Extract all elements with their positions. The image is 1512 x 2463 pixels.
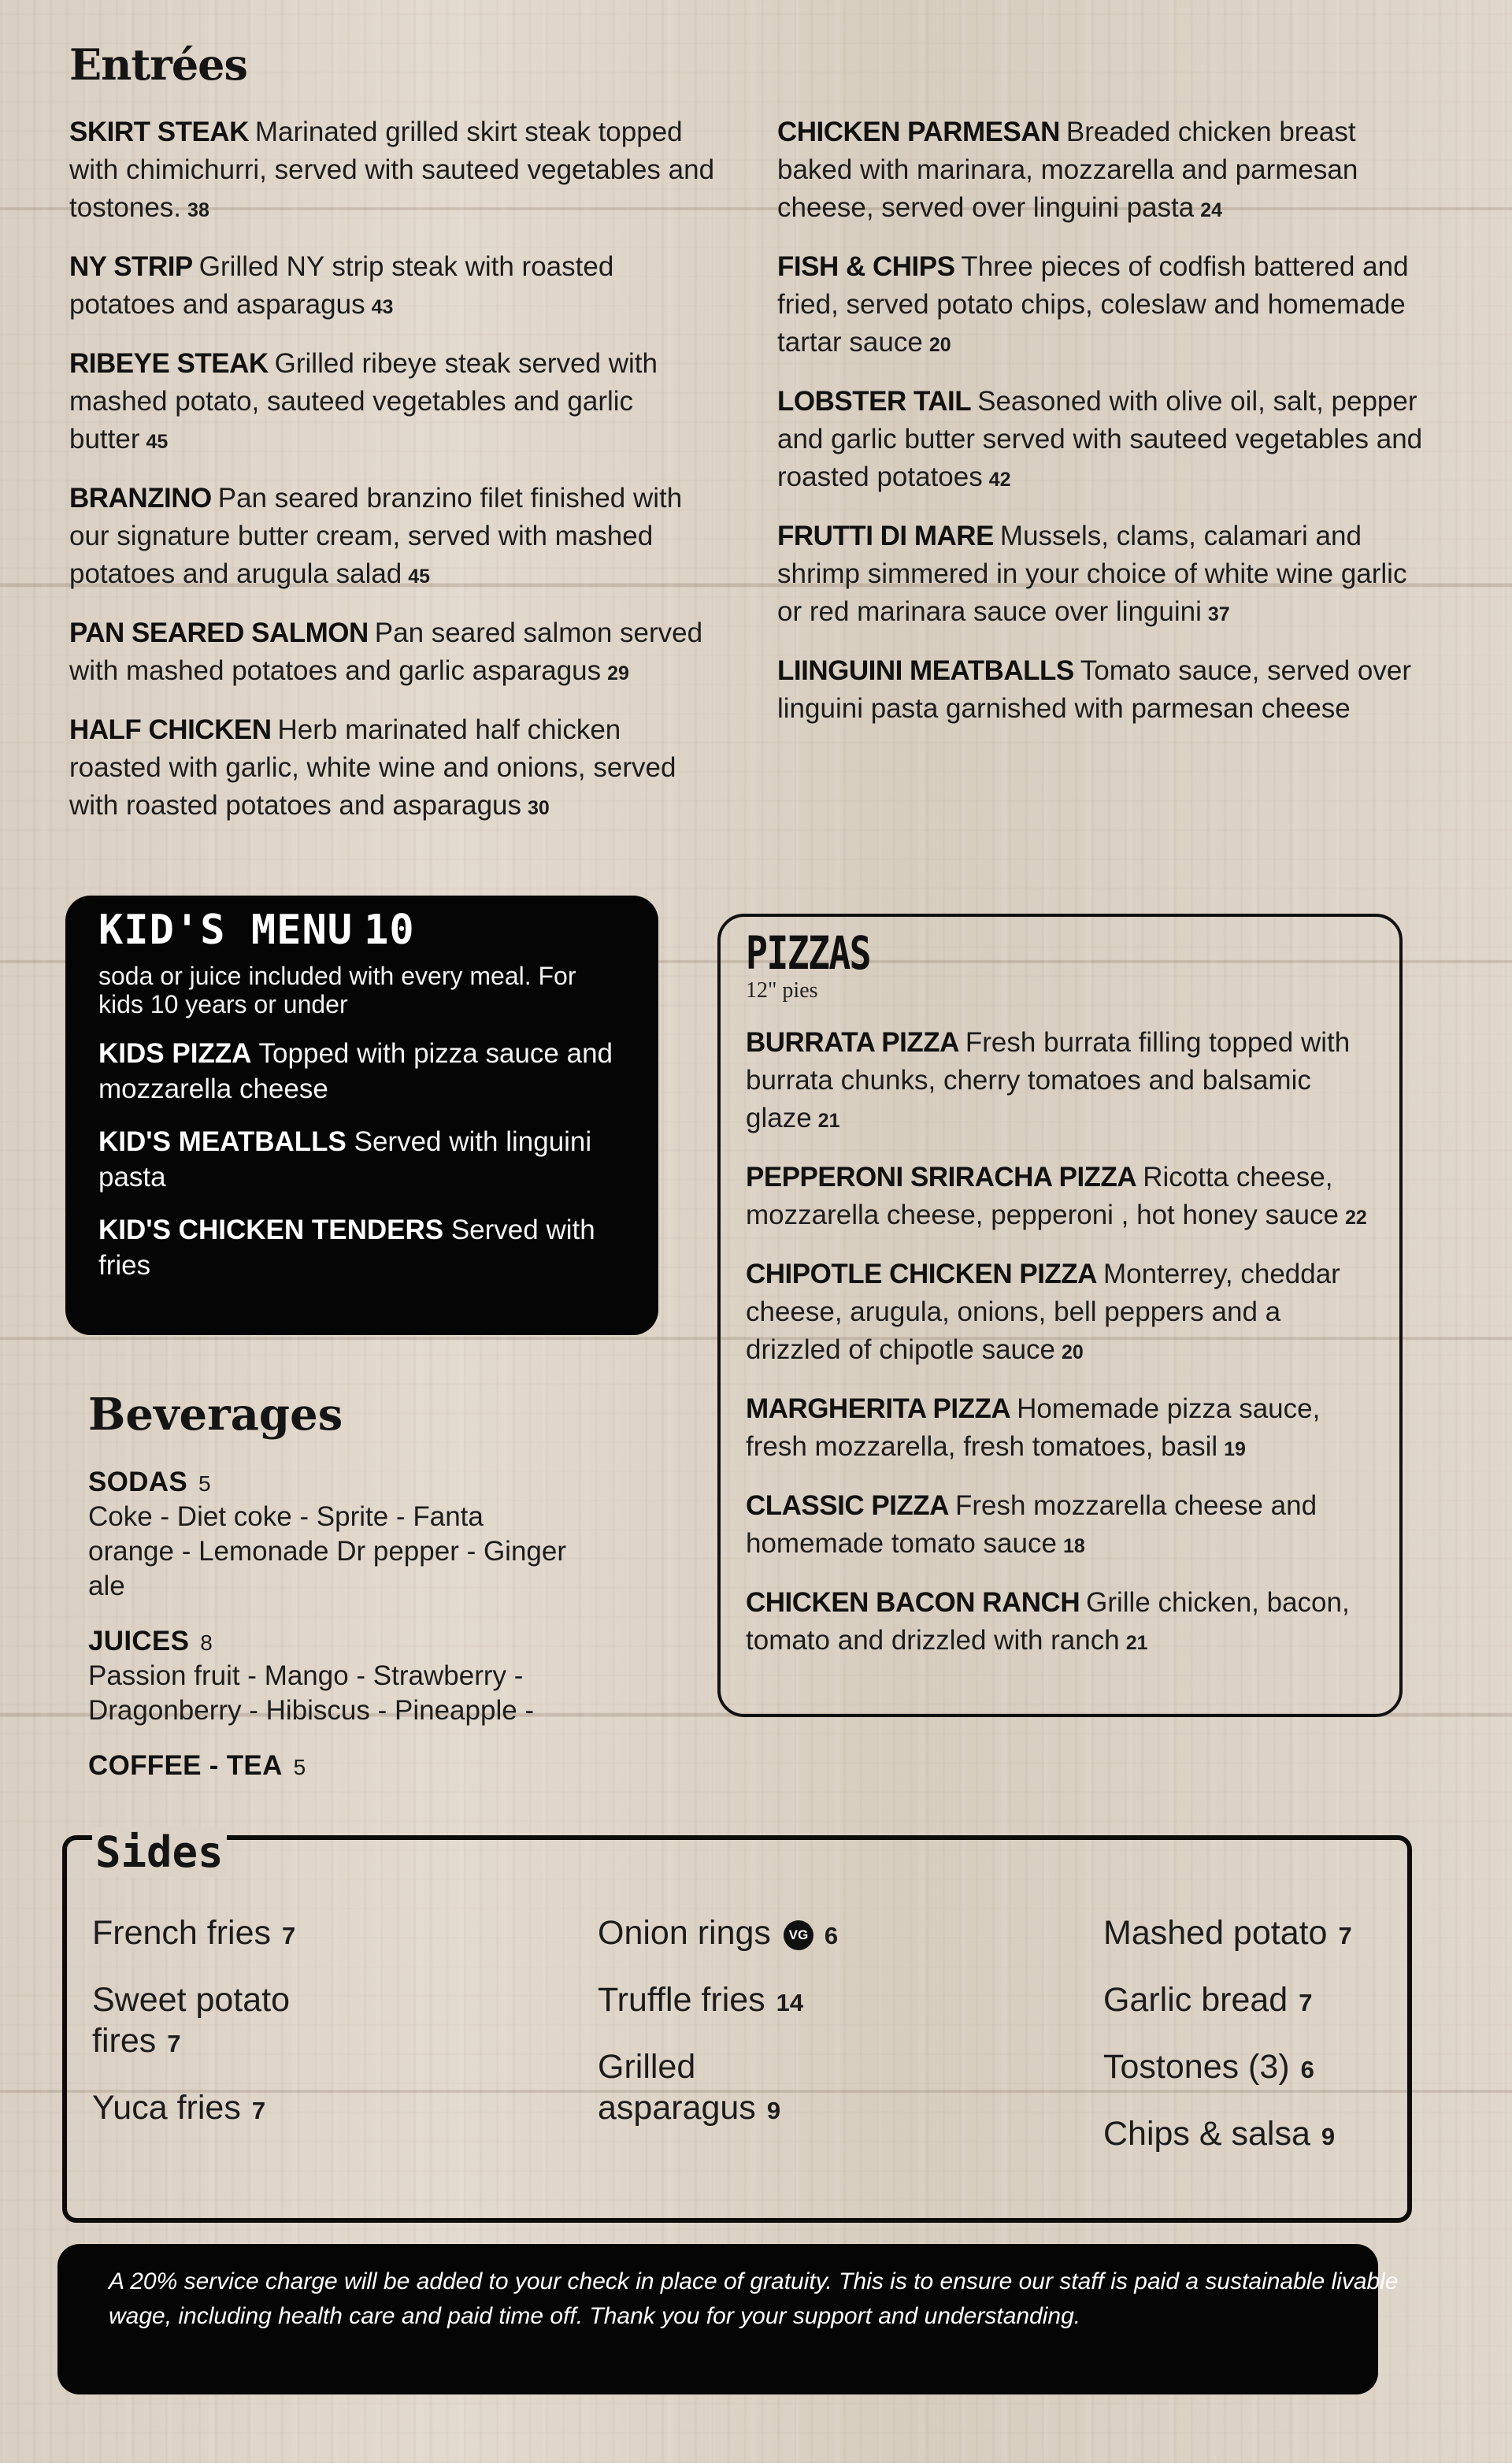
menu-item bbox=[777, 113, 1423, 229]
beverage-desc: Passion fruit - Mango - Strawberry - Dragonberry - Hibiscus - Pineapple - bbox=[88, 1660, 535, 1726]
side-item-name: Garlic bread bbox=[1103, 1981, 1288, 2019]
sides-column bbox=[1103, 1912, 1512, 2180]
menu-item-desc: Pan seared branzino filet finished with our signature butter cream, served with mashed potatoes and arugula salad bbox=[69, 483, 683, 589]
side-item-name: Mashed potato bbox=[1103, 1914, 1328, 1952]
menu-item bbox=[746, 1159, 1376, 1237]
sides-column bbox=[92, 1912, 502, 2154]
menu-item-price: 42 bbox=[988, 469, 1011, 491]
menu-item-desc: Topped with pizza sauce and mozzarella cheese bbox=[98, 1038, 613, 1104]
kids-menu-title bbox=[98, 907, 627, 954]
menu-item-desc: Ricotta cheese, mozzarella cheese, pepperoni , hot honey sauce bbox=[746, 1162, 1339, 1230]
kids-menu-title-text: KID'S MENU bbox=[98, 907, 354, 954]
side-item-price: 9 bbox=[766, 2097, 781, 2124]
side-item-price: 6 bbox=[1300, 2056, 1314, 2083]
menu-item bbox=[69, 113, 715, 229]
side-item-price: 7 bbox=[282, 1922, 296, 1949]
beverages-heading: Beverages bbox=[88, 1389, 343, 1441]
menu-item-name: CHICKEN BACON RANCH bbox=[746, 1587, 1080, 1618]
menu-item-desc: Grilled ribeye steak served with mashed potato, sauteed vegetables and garlic butter bbox=[69, 348, 658, 454]
beverage-item bbox=[88, 1467, 576, 1604]
beverage-name: SODAS bbox=[88, 1467, 187, 1497]
menu-item bbox=[69, 248, 715, 326]
menu-item-desc: Herb marinated half chicken roasted with garlic, white wine and onions, served with roasted potatoes and asparagus bbox=[69, 714, 676, 821]
side-item-price: 7 bbox=[1299, 1989, 1313, 2016]
menu-item-price: 37 bbox=[1207, 603, 1230, 625]
pizzas-title: PIZZAS bbox=[746, 926, 871, 980]
side-item bbox=[1103, 1912, 1512, 1957]
menu-item-name: CLASSIC PIZZA bbox=[746, 1490, 949, 1521]
beverage-desc: Coke - Diet coke - Sprite - Fanta orange - Lemonade Dr pepper - Ginger ale bbox=[88, 1501, 567, 1601]
service-charge-note: A 20% service charge will be added to your check in place of gratuity. This is to ensure our staff is paid a sustainable livable wage, including health care and paid time off. Thank you for your support and understanding. bbox=[109, 2268, 1399, 2329]
sides-column bbox=[598, 1912, 1007, 2154]
menu-item bbox=[746, 1487, 1376, 1565]
menu-item-desc: Tomato sauce, served over linguini pasta garnished with parmesan cheese bbox=[777, 655, 1411, 724]
menu-item-desc: Grille chicken, bacon, tomato and drizzled with ranch bbox=[746, 1587, 1350, 1656]
side-item-name: French fries bbox=[92, 1914, 272, 1952]
vegan-badge-icon: VG bbox=[784, 1920, 813, 1950]
entrees-heading: Entrées bbox=[69, 39, 247, 90]
kids-menu-item bbox=[98, 1212, 627, 1283]
side-item-name: Tostones (3) bbox=[1103, 2048, 1290, 2086]
side-item bbox=[598, 1979, 1007, 2023]
menu-item-price: 22 bbox=[1344, 1207, 1367, 1229]
menu-item-name: FRUTTI DI MARE bbox=[777, 521, 994, 551]
beverage-name: COFFEE - TEA bbox=[88, 1750, 283, 1781]
menu-item bbox=[777, 248, 1423, 364]
side-item-name: Yuca fries bbox=[92, 2089, 241, 2127]
menu-item-desc: Served with linguini pasta bbox=[98, 1126, 592, 1193]
menu-item-name: RIBEYE STEAK bbox=[69, 348, 269, 379]
side-item bbox=[1103, 2046, 1512, 2090]
menu-item-desc: Marinated grilled skirt steak topped with chimichurri, served with sauteed vegetables and tostones. bbox=[69, 117, 715, 223]
entrees-right-column bbox=[777, 113, 1423, 749]
beverage-price: 5 bbox=[293, 1755, 306, 1779]
pizzas-panel bbox=[717, 914, 1403, 1717]
menu-item bbox=[69, 345, 715, 461]
menu-item-price: 20 bbox=[1062, 1341, 1084, 1363]
side-item-name: Chips & salsa bbox=[1103, 2115, 1310, 2153]
menu-item-desc: Served with fries bbox=[98, 1215, 595, 1281]
menu-item-name: LIINGUINI MEATBALLS bbox=[777, 655, 1074, 686]
menu-item-name: KIDS PIZZA bbox=[98, 1038, 252, 1069]
menu-item-name: BRANZINO bbox=[69, 483, 212, 514]
side-item-name: Onion rings bbox=[598, 1914, 771, 1952]
menu-item-price: 30 bbox=[528, 797, 550, 819]
side-item bbox=[92, 2087, 502, 2131]
menu-item bbox=[69, 480, 715, 595]
menu-item-name: CHICKEN PARMESAN bbox=[777, 117, 1060, 147]
menu-item-desc: Seasoned with olive oil, salt, pepper and garlic butter served with sauteed vegetables and roasted potatoes bbox=[777, 386, 1423, 492]
kids-menu-note: soda or juice included with every meal. For kids 10 years or under bbox=[98, 962, 576, 1018]
beverage-price: 8 bbox=[200, 1630, 213, 1655]
menu-item-desc: Homemade pizza sauce, fresh mozzarella, fresh tomatoes, basil bbox=[746, 1393, 1321, 1462]
menu-item bbox=[746, 1256, 1376, 1371]
side-item-price: 7 bbox=[1338, 1922, 1352, 1949]
menu-item-name: FISH & CHIPS bbox=[777, 251, 955, 282]
menu-item bbox=[746, 1024, 1376, 1140]
menu-item-name: PEPPERONI SRIRACHA PIZZA bbox=[746, 1162, 1137, 1193]
menu-item bbox=[777, 517, 1423, 633]
menu-item-name: HALF CHICKEN bbox=[69, 714, 272, 745]
kids-menu-item bbox=[98, 1124, 627, 1195]
menu-item-name: SKIRT STEAK bbox=[69, 117, 249, 147]
side-item bbox=[598, 2046, 802, 2131]
menu-item-price: 21 bbox=[817, 1110, 840, 1132]
menu-item-desc: Mussels, clams, calamari and shrimp simmered in your choice of white wine garlic or red marinara sauce over linguini bbox=[777, 521, 1407, 627]
sides-title: Sides bbox=[92, 1827, 227, 1877]
menu-item-desc: Fresh mozzarella cheese and homemade tomato sauce bbox=[746, 1490, 1317, 1559]
menu-item-name: MARGHERITA PIZZA bbox=[746, 1393, 1011, 1424]
menu-item-price: 38 bbox=[187, 199, 209, 221]
menu-item-price: 45 bbox=[146, 431, 169, 453]
menu-item-desc: Breaded chicken breast baked with marinara, mozzarella and parmesan cheese, served over linguini pasta bbox=[777, 117, 1358, 223]
side-item-name: Truffle fries bbox=[598, 1981, 765, 2019]
menu-item-name: KID'S MEATBALLS bbox=[98, 1126, 346, 1157]
side-item-price: 7 bbox=[251, 2097, 266, 2124]
menu-item-desc: Grilled NY strip steak with roasted potatoes and asparagus bbox=[69, 251, 614, 320]
side-item bbox=[92, 1979, 328, 2064]
menu-item-desc: Monterrey, cheddar cheese, arugula, onions, bell peppers and a drizzled of chipotle sauce bbox=[746, 1259, 1340, 1365]
menu-item-price: 20 bbox=[928, 334, 951, 356]
kids-menu-panel bbox=[65, 896, 658, 1335]
menu-item bbox=[69, 711, 715, 827]
kids-menu-price: 10 bbox=[364, 907, 415, 954]
menu-item-price: 18 bbox=[1062, 1535, 1085, 1557]
menu-item bbox=[69, 614, 715, 692]
side-item bbox=[1103, 1979, 1512, 2023]
menu-item bbox=[777, 383, 1423, 499]
menu-item-price: 24 bbox=[1200, 199, 1223, 221]
menu-item-name: PAN SEARED SALMON bbox=[69, 618, 369, 648]
menu-item-desc: Three pieces of codfish battered and fried, served potato chips, coleslaw and homemade tartar sauce bbox=[777, 251, 1409, 358]
beverage-item bbox=[88, 1750, 576, 1782]
side-item bbox=[92, 1912, 502, 1957]
beverage-price: 5 bbox=[198, 1471, 211, 1496]
beverages-list bbox=[88, 1467, 576, 1804]
entrees-left-column bbox=[69, 113, 715, 846]
menu-item-name: CHIPOTLE CHICKEN PIZZA bbox=[746, 1259, 1097, 1289]
side-item-price: 9 bbox=[1321, 2123, 1336, 2150]
menu-item-price: 43 bbox=[371, 296, 394, 318]
pizzas-subtitle: 12" pies bbox=[746, 978, 818, 1003]
menu-item-price: 21 bbox=[1125, 1632, 1148, 1654]
menu-item-name: NY STRIP bbox=[69, 251, 193, 282]
beverage-item bbox=[88, 1626, 576, 1728]
side-item-price: 14 bbox=[776, 1989, 804, 2016]
beverage-name: JUICES bbox=[88, 1626, 190, 1656]
menu-item bbox=[746, 1584, 1376, 1662]
side-item-name: Grilled asparagus bbox=[598, 2048, 756, 2127]
menu-item-price: 45 bbox=[408, 566, 431, 588]
side-item-price: 7 bbox=[167, 2030, 181, 2057]
menu-item-price: 19 bbox=[1224, 1438, 1246, 1460]
side-item bbox=[598, 1912, 1007, 1957]
side-item-price: 6 bbox=[824, 1922, 839, 1949]
menu-item-name: LOBSTER TAIL bbox=[777, 386, 972, 417]
side-item bbox=[1103, 2113, 1512, 2157]
menu-item-name: BURRATA PIZZA bbox=[746, 1027, 959, 1058]
pizzas-list bbox=[746, 1024, 1376, 1662]
menu-item bbox=[746, 1390, 1376, 1468]
menu-item bbox=[777, 652, 1423, 730]
menu-item-price: 29 bbox=[607, 662, 629, 684]
menu-item-desc: Fresh burrata filling topped with burrata chunks, cherry tomatoes and balsamic glaze bbox=[746, 1027, 1351, 1133]
side-item-name: Sweet potato fires bbox=[92, 1981, 291, 2060]
menu-item-desc: Pan seared salmon served with mashed potatoes and garlic asparagus bbox=[69, 618, 703, 686]
kids-menu-item bbox=[98, 1036, 627, 1107]
menu-item-name: KID'S CHICKEN TENDERS bbox=[98, 1215, 444, 1245]
